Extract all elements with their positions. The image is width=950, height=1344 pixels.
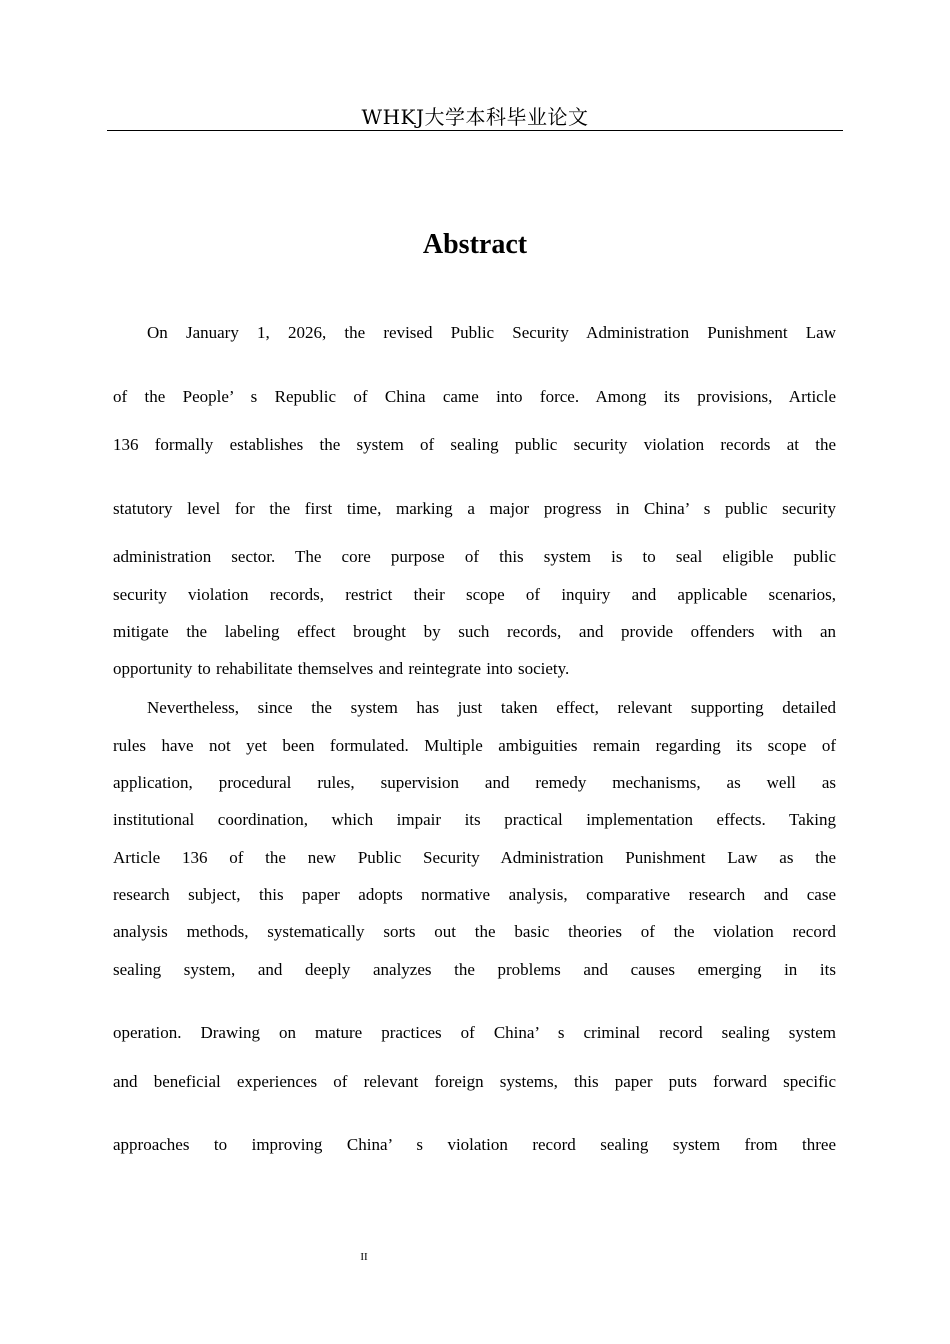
body-line: On January 1, 2026, the revised Public Security Administration Punishment Law [147, 323, 836, 342]
body-line: of the People’ s Republic of China came into force. Among its provisions, Article [113, 387, 836, 406]
body-line: mitigate the labeling effect brought by such records, and provide offenders with an [113, 622, 836, 641]
body-line: approaches to improving China’ s violation record sealing system from three [113, 1135, 836, 1154]
body-line: opportunity to rehabilitate themselves and reintegrate into society. [113, 659, 570, 678]
body-line: institutional coordination, which impair its practical implementation effects. Taking [113, 810, 836, 829]
body-line: sealing system, and deeply analyzes the problems and causes emerging in its [113, 960, 836, 979]
body-line: security violation records, restrict their scope of inquiry and applicable scenarios, [113, 585, 836, 604]
body-line: administration sector. The core purpose of this system is to seal eligible public [113, 547, 836, 566]
body-line: and beneficial experiences of relevant foreign systems, this paper puts forward specific [113, 1072, 836, 1091]
body-line: Nevertheless, since the system has just taken effect, relevant supporting detailed [147, 698, 836, 717]
page-number: II [360, 1251, 368, 1263]
body-line: rules have not yet been formulated. Multiple ambiguities remain regarding its scope of [113, 736, 836, 755]
body-line: analysis methods, systematically sorts out the basic theories of the violation record [113, 922, 836, 941]
body-line: research subject, this paper adopts normative analysis, comparative research and case [113, 885, 836, 904]
body-line: operation. Drawing on mature practices of China’ s criminal record sealing system [113, 1023, 836, 1042]
abstract-title: Abstract [422, 229, 528, 260]
body-line: statutory level for the first time, marking a major progress in China’ s public security [113, 499, 836, 518]
body-line: Article 136 of the new Public Security Administration Punishment Law as the [113, 848, 836, 867]
running-header: WHKJ大学本科毕业论文 [361, 105, 589, 129]
header-rule [107, 130, 843, 131]
body-line: 136 formally establishes the system of sealing public security violation records at the [113, 435, 836, 454]
body-line: application, procedural rules, supervision and remedy mechanisms, as well as [113, 773, 836, 792]
